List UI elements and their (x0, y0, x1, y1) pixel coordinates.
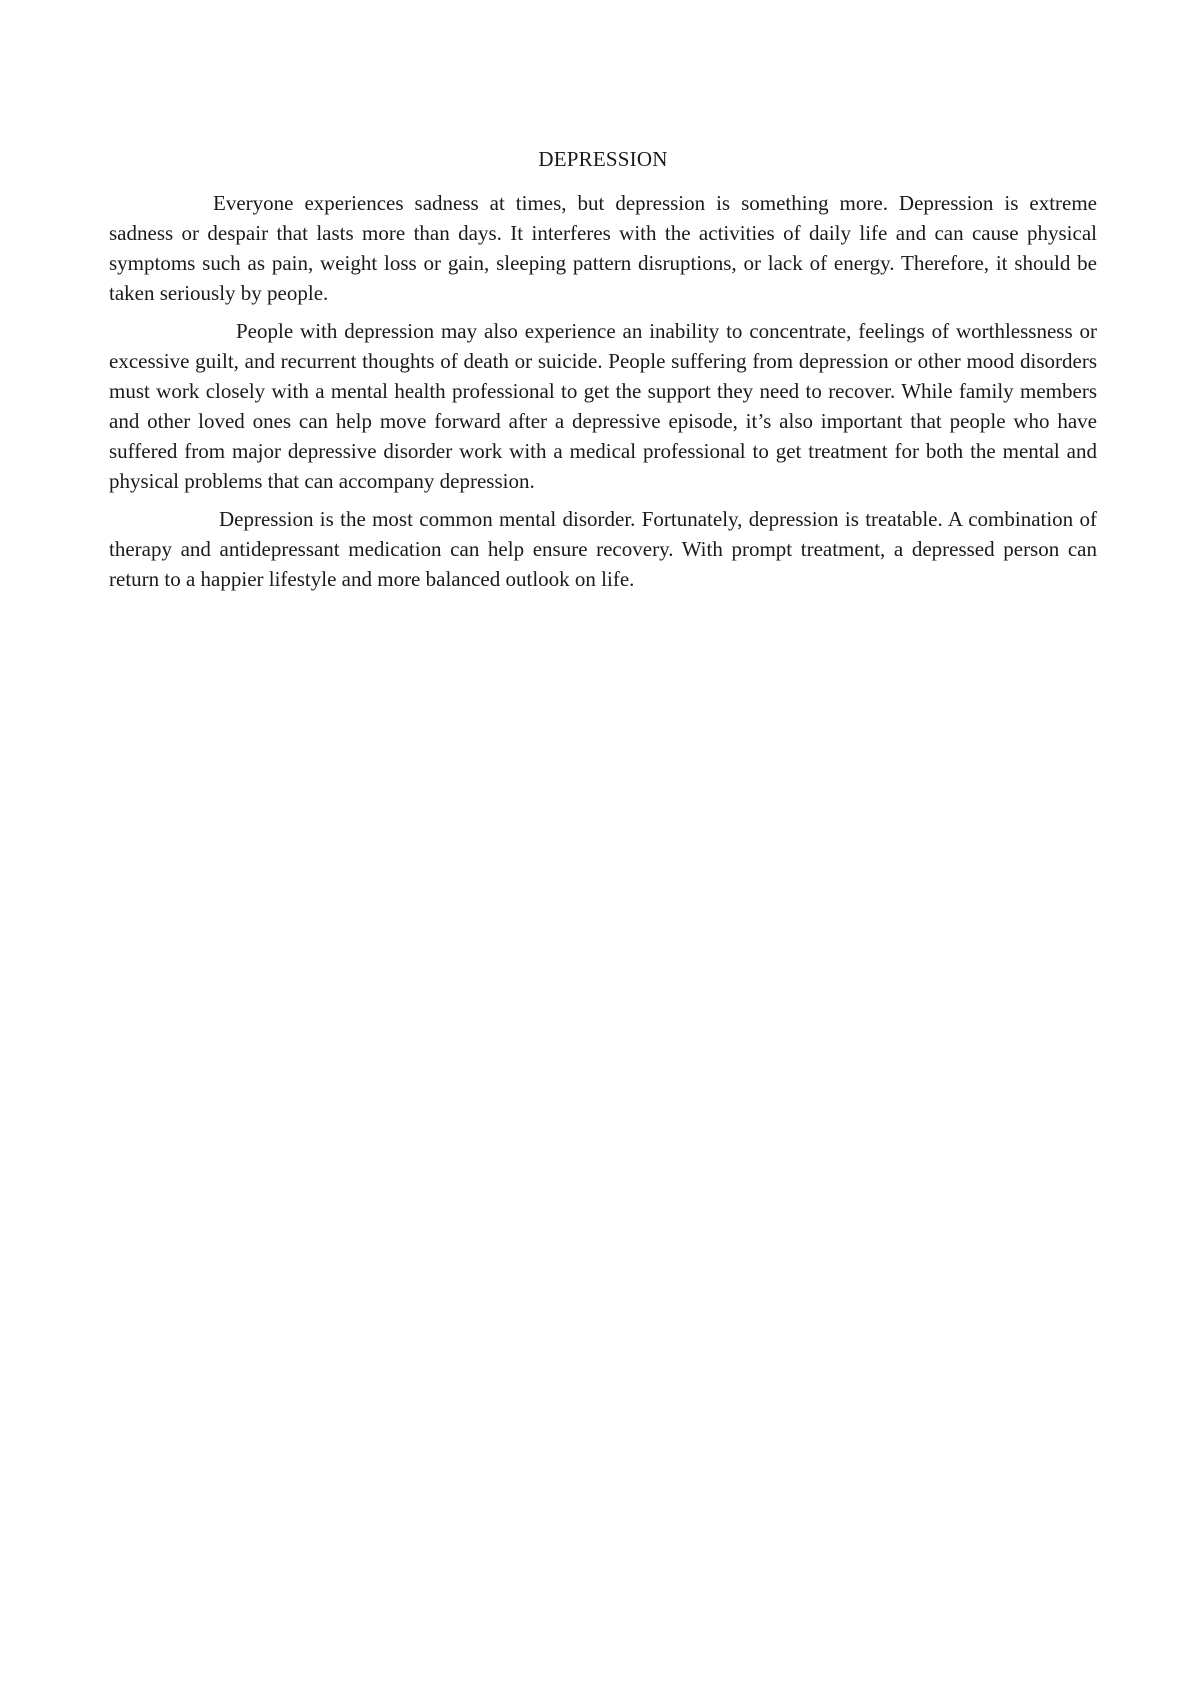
paragraph-3: Depression is the most common mental disorder. Fortunately, depression is treatable. A combination of therapy and antidepressant medication can help ensure recovery. With prompt treatment, a depressed person can return to a happier lifestyle and more balanced outlook on life. (109, 507, 1097, 591)
paragraph-2: People with depression may also experience an inability to concentrate, feelings of worthlessness or excessive guilt, and recurrent thoughts of death or suicide. People suffering from depression or other mood disorders must work closely with a mental health professional to get the support they need to recover. While family members and other loved ones can help move forward after a depressive episode, it’s also important that people who have suffered from major depressive disorder work with a medical professional to get treatment for both the mental and physical problems that can accompany depression. (109, 319, 1097, 493)
paragraph-1: Everyone experiences sadness at times, but depression is something more. Depression is extreme sadness or despair that lasts more than days. It interferes with the activities of daily life and can cause physical symptoms such as pain, weight loss or gain, sleeping pattern disruptions, or lack of energy. Therefore, it should be taken seriously by people. (109, 191, 1097, 305)
document-title: DEPRESSION (538, 147, 668, 171)
document-body (109, 146, 1097, 602)
